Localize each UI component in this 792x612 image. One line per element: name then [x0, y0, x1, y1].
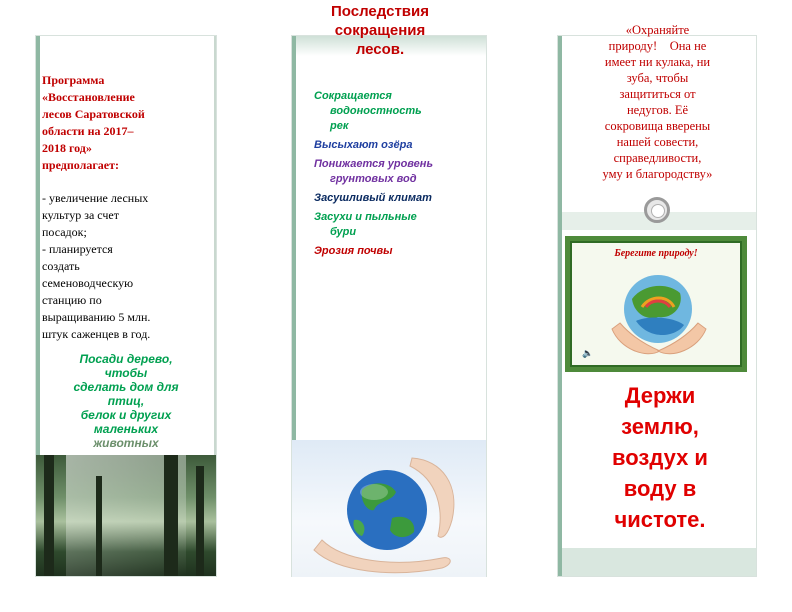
poster-title: Берегите природу! — [614, 248, 698, 259]
consequence-item — [314, 157, 484, 187]
protect-nature-poster — [565, 236, 747, 372]
consequence-line: водоностность — [330, 105, 422, 117]
program-body-line: станцию по — [42, 293, 102, 307]
consequence-line: Эрозия почвы — [314, 245, 393, 257]
program-body-line: - планируется — [42, 242, 113, 256]
quote-line: защититься от — [619, 87, 696, 101]
right-panel-strip — [558, 36, 562, 576]
program-body-line: культур за счет — [42, 208, 119, 222]
consequence-line: Высыхают озёра — [314, 139, 413, 151]
consequence-line: Засушливый климат — [314, 192, 432, 204]
tree-trunk — [96, 476, 102, 576]
slogan-line: птиц, — [107, 394, 145, 408]
consequences-title-line: лесов. — [355, 41, 405, 58]
quote-line: имеет ни кулака, ни — [604, 55, 711, 69]
slogan-line: Посади дерево, — [79, 352, 173, 366]
keep-clean-slogan — [580, 380, 740, 535]
slogan-line: белок и других — [80, 408, 172, 422]
nature-quote — [570, 22, 745, 182]
quote-line: недугов. Её — [626, 103, 689, 117]
consequences-title-line: сокращения — [334, 22, 426, 39]
speaker-icon[interactable]: 🔈 — [582, 348, 594, 358]
program-body — [42, 190, 214, 343]
slogan-line: маленьких — [93, 422, 159, 436]
consequence-item — [314, 244, 484, 259]
consequences-title — [300, 2, 460, 59]
program-title-line: области на 2017– — [42, 124, 134, 138]
poster-inner — [570, 241, 742, 367]
slogan-big-line: воздух и — [612, 445, 708, 470]
left-panel — [35, 35, 217, 577]
program-title-line: «Восстановление — [42, 90, 135, 104]
program-body-line: - увеличение лесных — [42, 191, 149, 205]
consequences-title-line: Последствия — [331, 3, 429, 20]
earth-in-hands-image — [292, 440, 486, 577]
program-body-line: семеноводческую — [42, 276, 134, 290]
earth-in-hands-illustration — [292, 440, 486, 577]
program-title — [42, 72, 210, 174]
slogan-big-line: чистоте. — [614, 507, 706, 532]
quote-line: уму и благородству» — [602, 167, 713, 181]
program-body-line: выращиванию 5 млн. — [42, 310, 151, 324]
consequence-item — [314, 210, 484, 240]
forest-image — [36, 455, 216, 576]
tree-trunk — [196, 466, 204, 576]
program-title-line: предполагает: — [42, 158, 119, 172]
program-body-line: посадок; — [42, 225, 87, 239]
consequence-line: грунтовых вод — [330, 173, 417, 185]
consequence-line: Сокращается — [314, 90, 392, 102]
quote-line: справедливости, — [613, 151, 702, 165]
program-title-line: Программа — [42, 73, 105, 87]
right-panel-bottom-band — [558, 548, 756, 576]
quote-line: «Охраняйте — [625, 23, 690, 37]
slogan-line: животных — [93, 436, 159, 450]
slogan-big-line: воду в — [623, 476, 697, 501]
consequence-line: бури — [330, 226, 357, 238]
consequence-item — [314, 89, 484, 134]
consequences-list — [314, 89, 484, 263]
slogan-line: сделать дом для — [73, 380, 179, 394]
globe-hands-illustration — [576, 259, 744, 369]
consequence-item — [314, 191, 484, 206]
program-body-line: штук саженцев в год. — [42, 327, 151, 341]
consequence-line: рек — [330, 120, 349, 132]
quote-line: природу! Она не — [608, 39, 707, 53]
program-title-line: лесов Саратовской — [42, 107, 145, 121]
slogan-big-line: землю, — [621, 414, 699, 439]
slogan-line: чтобы — [104, 366, 148, 380]
tree-trunk — [44, 455, 54, 576]
consequence-line: Понижается уровень — [314, 158, 433, 170]
quote-line: сокровища вверены — [604, 119, 711, 133]
program-body-line: создать — [42, 259, 80, 273]
tree-trunk — [164, 455, 178, 576]
slogan-big-line: Держи — [624, 383, 696, 408]
consequence-line: Засухи и пыльные — [314, 211, 417, 223]
quote-line: зуба, чтобы — [626, 71, 689, 85]
program-title-line: 2018 год» — [42, 141, 92, 155]
quote-line: нашей совести, — [616, 135, 699, 149]
consequence-item — [314, 138, 484, 153]
binder-ring-icon — [644, 197, 670, 223]
plant-tree-slogan — [42, 352, 210, 450]
